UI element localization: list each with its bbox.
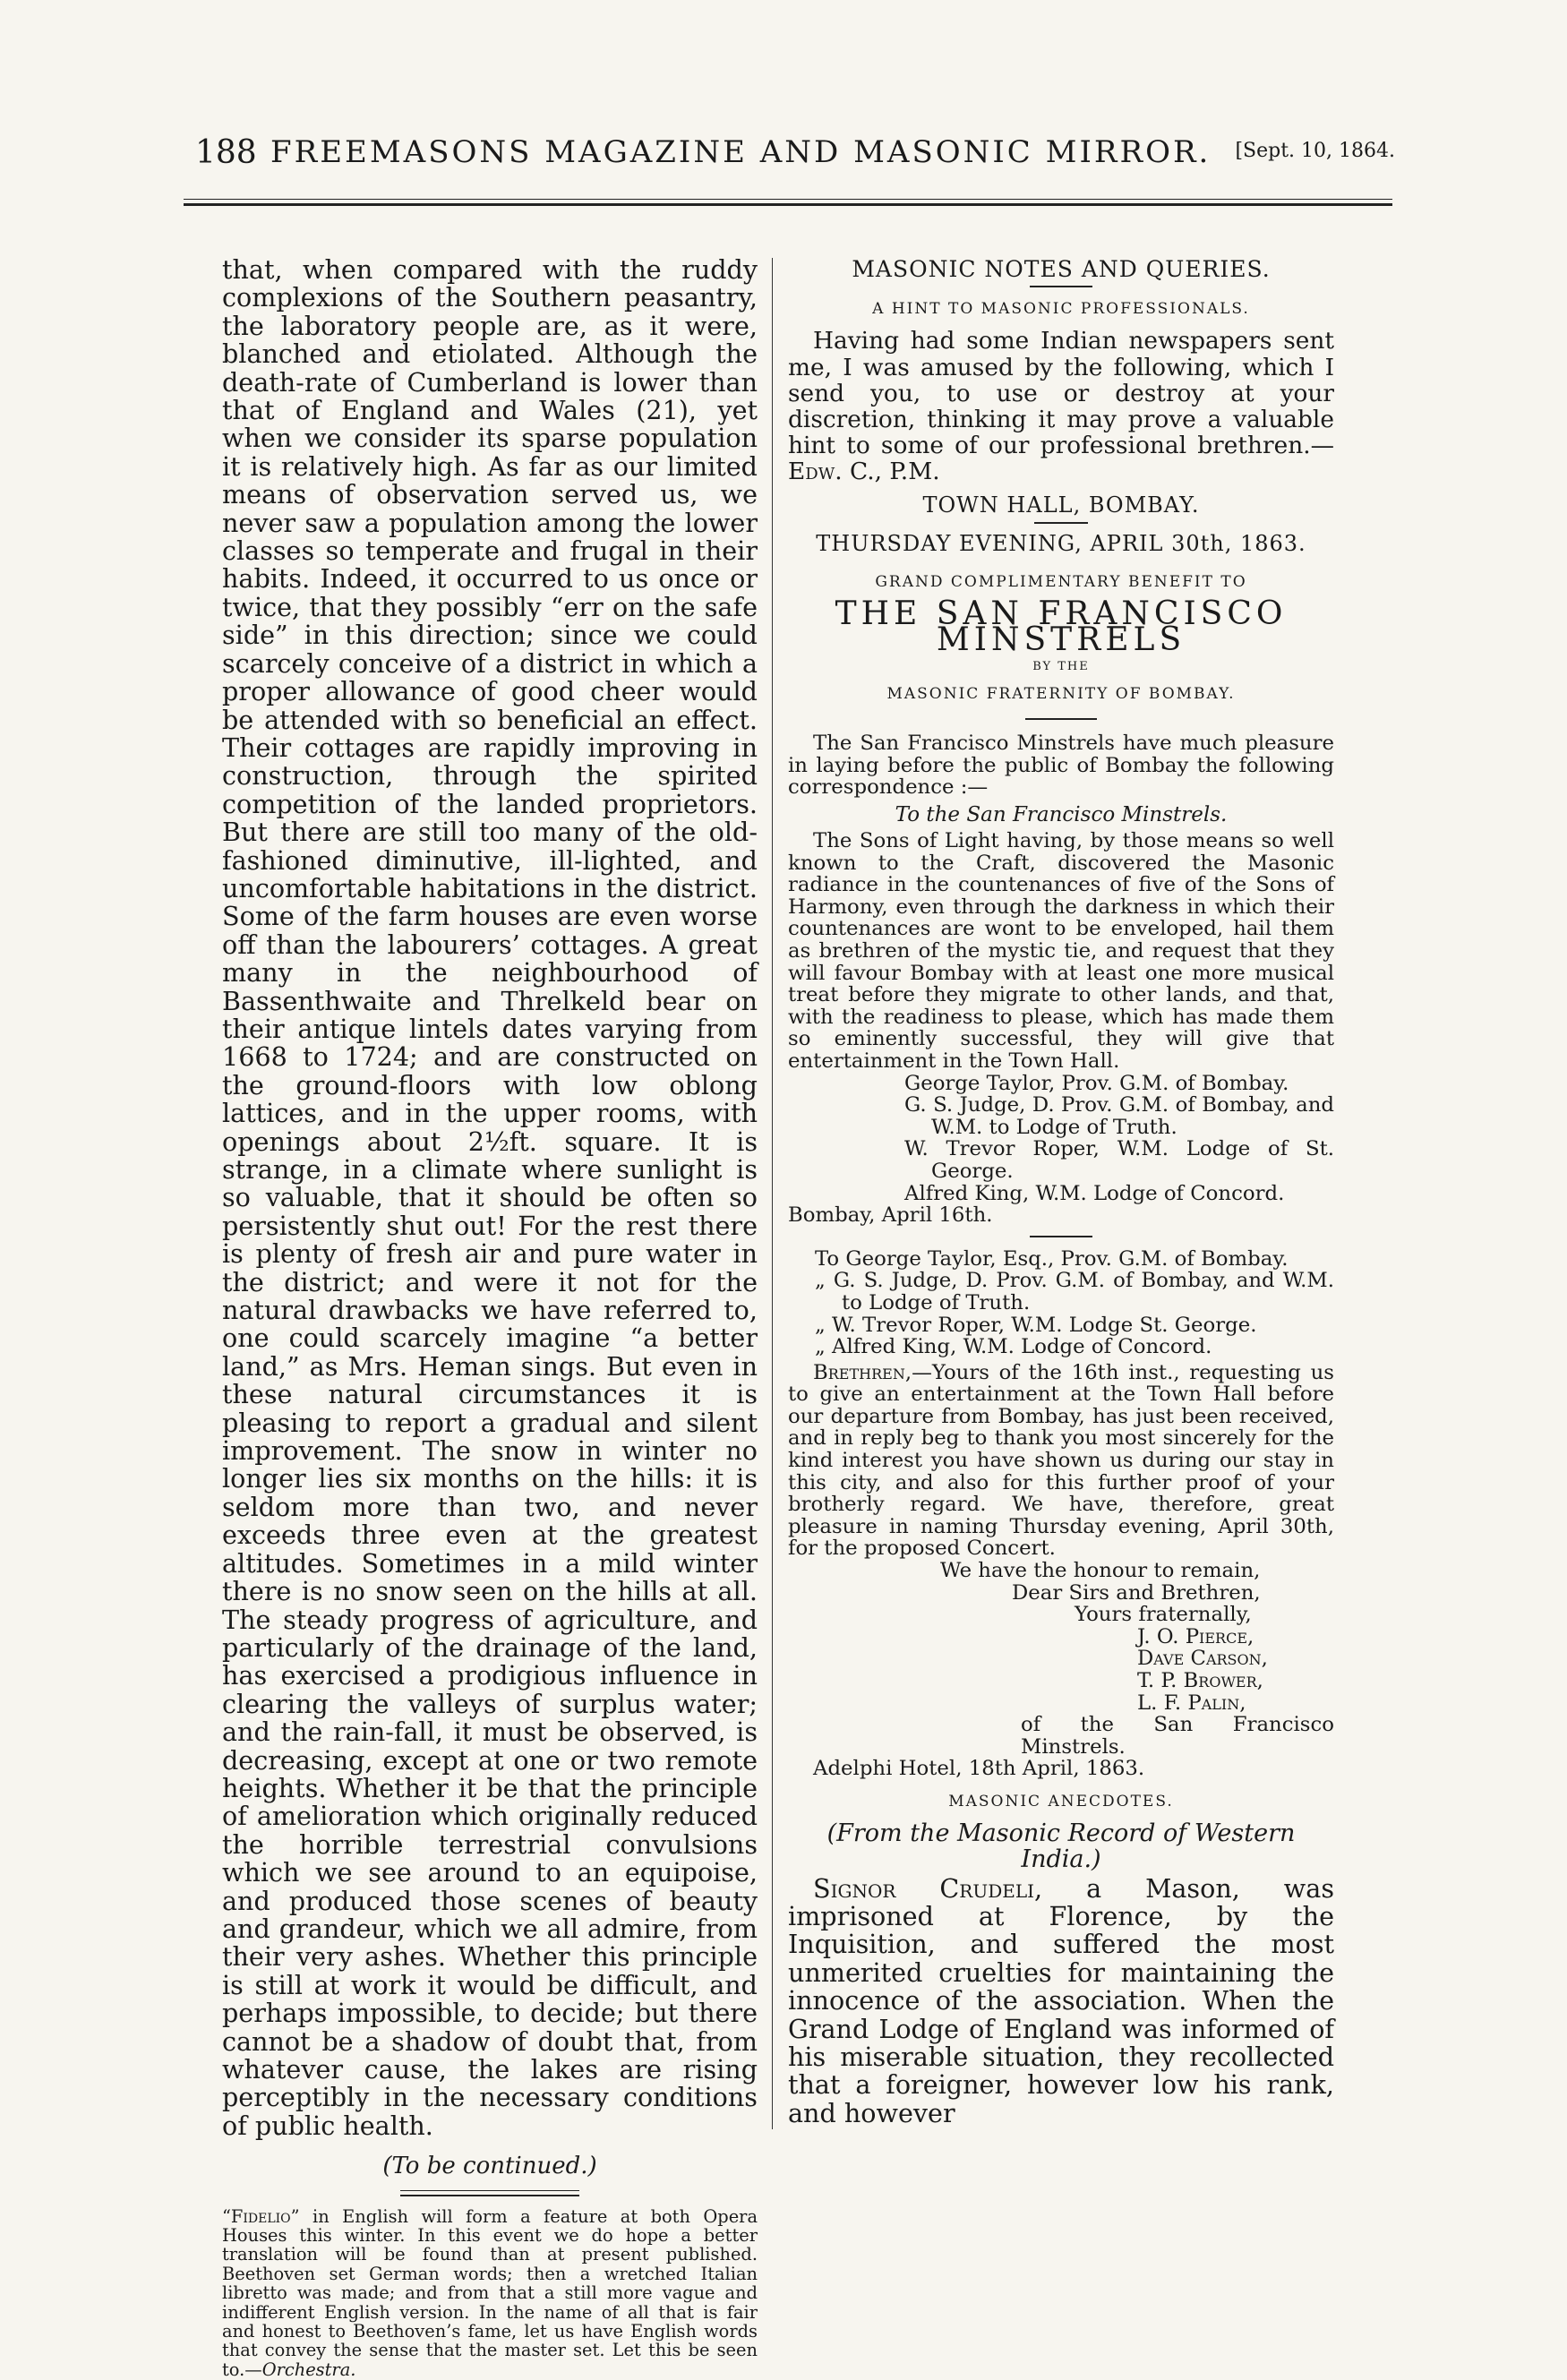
header-rule-thick <box>184 203 1392 206</box>
closing-line: We have the honour to remain, <box>940 1559 1261 1583</box>
letter-rule <box>1030 1236 1092 1237</box>
footnote-body: in English will form a feature at both Opera Houses this winter. In this event we do hope a better translation will be found than at present published. Beethoven set German words; then a wretched Italian libretto was made; and from that a still more vague and indifferent English version. In the name of all that is fair and honest to Beethoven’s fame, let us have English words that convey the sense that the master set. Let this be seen to.— <box>222 2205 758 2380</box>
subsection-title: A HINT TO MASONIC PROFESSIONALS. <box>872 300 1250 319</box>
page-header <box>195 134 1395 181</box>
section-rule <box>1030 286 1092 287</box>
closing-line: Yours fraternally, <box>1075 1603 1252 1627</box>
anecdotes-source: (From the Masonic Record of Western India.) <box>826 1819 1296 1874</box>
to-minstrels-heading: To the San Francisco Minstrels. <box>895 802 1228 826</box>
addressee: „ W. Trevor Roper, W.M. Lodge St. George. <box>815 1313 1257 1337</box>
fraternity-heading: MASONIC FRATERNITY OF BOMBAY. <box>886 684 1236 703</box>
footnote-rule-thick <box>400 2195 579 2196</box>
reply-signatory: T. P. Brower, <box>1137 1669 1263 1692</box>
by-the-label: BY THE <box>1032 659 1090 673</box>
reply-letter <box>788 1362 1334 1560</box>
closing-line: Dear Sirs and Brethren, <box>1012 1580 1261 1605</box>
reply-group: of the San Francisco Minstrels. <box>1021 1713 1334 1759</box>
letter-one-place-date: Bombay, April 16th. <box>788 1203 993 1228</box>
intro-signature: Edw. C., P.M. <box>788 458 940 486</box>
page-number: 188 <box>195 134 257 171</box>
footnote-source: Orchestra. <box>261 2359 356 2380</box>
town-hall-rule <box>1034 522 1088 524</box>
right-column <box>788 256 1334 2127</box>
addressee: „ G. S. Judge, D. Prov. G.M. of Bombay, and W.M. to Lodge of Truth. <box>815 1269 1334 1314</box>
benefit-heading: GRAND COMPLIMENTARY BENEFIT TO <box>875 573 1247 592</box>
masthead-title: FREEMASONS MAGAZINE AND MASONIC MIRROR. <box>270 134 1212 170</box>
correspondence-intro: The San Francisco Minstrels have much pleasure in laying before the public of Bombay the following correspondence :— <box>788 732 1334 800</box>
reply-signatory: J. O. Pierce, <box>1137 1624 1254 1648</box>
fraternity-rule <box>1025 718 1097 720</box>
signatory: W. Trevor Roper, W.M. Lodge of St. George. <box>904 1137 1334 1183</box>
anecdote-body: a Mason, was imprisoned at Florence, by the Inquisition, and suffered the most unmerited cruelties for maintaining the innocence of the association. When the Grand Lodge of England was informed of his miserable situation, they recollected that a foreigner, however low his rank, and however <box>788 1872 1334 2128</box>
anecdote-lead: Signor Crudeli, <box>813 1872 1043 1904</box>
header-rule-thin <box>184 199 1392 200</box>
footnote-rule-thin <box>400 2190 579 2191</box>
article-paragraph: that, when compared with the ruddy complexions of the Southern peasantry, the laboratory people are, as it were, blanched and etiolated. Although the death-rate of Cumberland is lower than that of England and Wales (21), yet when we consider its sparse population it is relatively high. As far as our limited means of observation served us, we never saw a population among the lower classes so temperate and frugal in their habits. Indeed, it occurred to us once or twice, that they possibly “err on the safe side” in this direction; since we could scarcely conceive of a district in which a proper allowance of good cheer would be attended with so beneficial an effect. Their cottages are rapidly improving in construction, through the spirited competition of the landed proprietors. But there are still too many of the old-fashioned diminutive, ill-lighted, and uncomfortable habitations in the district. Some of the farm houses are even worse off than the labourers’ cottages. A great many in the neighbourhood of Bassenthwaite and Threlkeld bear on their antique lintels dates varying from 1668 to 1724; and are constructed on the ground-floors with low oblong lattices, and in the upper rooms, with openings about 2½ft. square. It is strange, in a climate where sunlight is so valuable, that it should be often so persistently shut out! For the rest there is plenty of fresh air and pure water in the district; and were it not for the natural drawbacks we have referred to, one could scarcely imagine “a better land,” as Mrs. Heman sings. But even in these natural circumstances it is pleasing to report a gradual and silent improvement. The snow in winter no longer lies six months on the hills: it is seldom more than two, and never exceeds three even at the greatest altitudes. Sometimes in a mild winter there is no snow seen on the hills at all. The steady progress of agriculture, and particularly of the drainage of the land, has exercised a prodigious influence in clearing the valleys of surplus water; and the rain-fall, it must be observed, is decreasing, except at one or two remote heights. Whether it be that the principle of amelioration which originally reduced the horrible terrestrial convulsions which we see around to an equipoise, and produced those scenes of beauty and grandeur, which we all admire, from their very ashes. Whether this principle is still at work it would be difficult, and perhaps impossible, to decide; but there cannot be a shadow of doubt that, from whatever cause, the lakes are rising perceptibly in the necessary conditions of public health. <box>222 254 758 2141</box>
town-hall-heading: TOWN HALL, BOMBAY. <box>922 492 1200 518</box>
event-date-heading: THURSDAY EVENING, APRIL 30th, 1863. <box>816 530 1306 556</box>
footnote-lead: “Fidelio” <box>222 2205 300 2227</box>
intro-paragraph <box>788 328 1334 484</box>
signatory: Alfred King, W.M. Lodge of Concord. <box>904 1181 1285 1205</box>
reply-body: —Yours of the 16th inst., requesting us to give an entertainment at the Town Hall before our departure from Bombay, has just been received, and in reply beg to thank you most sincerely for the kind interest you have shown us during our stay in this city, and also for this further proof of your brotherly regard. We have, therefore, great pleasure in naming Thursday evening, April 30th, for the proposed Concert. <box>788 1360 1334 1561</box>
addressee: To George Taylor, Esq., Prov. G.M. of Bombay. <box>815 1246 1289 1271</box>
left-column <box>222 256 758 2379</box>
signatory: George Taylor, Prov. G.M. of Bombay. <box>904 1071 1289 1095</box>
intro-text: Having had some Indian newspapers sent me, I was amused by the following, which I send you, to use or destroy at your discretion, thinking it may prove a valuable hint to some of our professional brethren.— <box>788 327 1334 460</box>
column-divider <box>772 258 773 2129</box>
signatory: G. S. Judge, D. Prov. G.M. of Bombay, and W.M. to Lodge of Truth. <box>904 1093 1334 1139</box>
continued-note: (To be continued.) <box>382 2153 597 2180</box>
reply-lead: Brethren, <box>813 1360 912 1384</box>
reply-place-date: Adelphi Hotel, 18th April, 1863. <box>813 1757 1145 1781</box>
letter-one: The Sons of Light having, by those means so well known to the Craft, discovered the Masonic radiance in the countenances of five of the Sons of Harmony, even through the darkness in which their countenances are wont to be enveloped, hail them as brethren of the mystic tie, and request that they will favour Bombay with at least one more musical treat before they migrate to other lands, and that, with the readiness to please, which has made them so eminently successful, they will give that entertainment in the Town Hall. <box>788 829 1334 1073</box>
anecdote-paragraph <box>788 1872 1334 2128</box>
minstrels-title: THE SAN FRANCISCO MINSTRELS <box>835 595 1288 659</box>
addressee: „ Alfred King, W.M. Lodge of Concord. <box>815 1335 1212 1359</box>
issue-date: [Sept. 10, 1864. <box>1235 140 1395 162</box>
footnote <box>222 2207 758 2380</box>
reply-signatory: Dave Carson, <box>1137 1647 1268 1671</box>
anecdotes-title: MASONIC ANECDOTES. <box>948 1792 1174 1811</box>
section-title: MASONIC NOTES AND QUERIES. <box>852 256 1271 282</box>
reply-signatory: L. F. Palin, <box>1137 1691 1246 1715</box>
